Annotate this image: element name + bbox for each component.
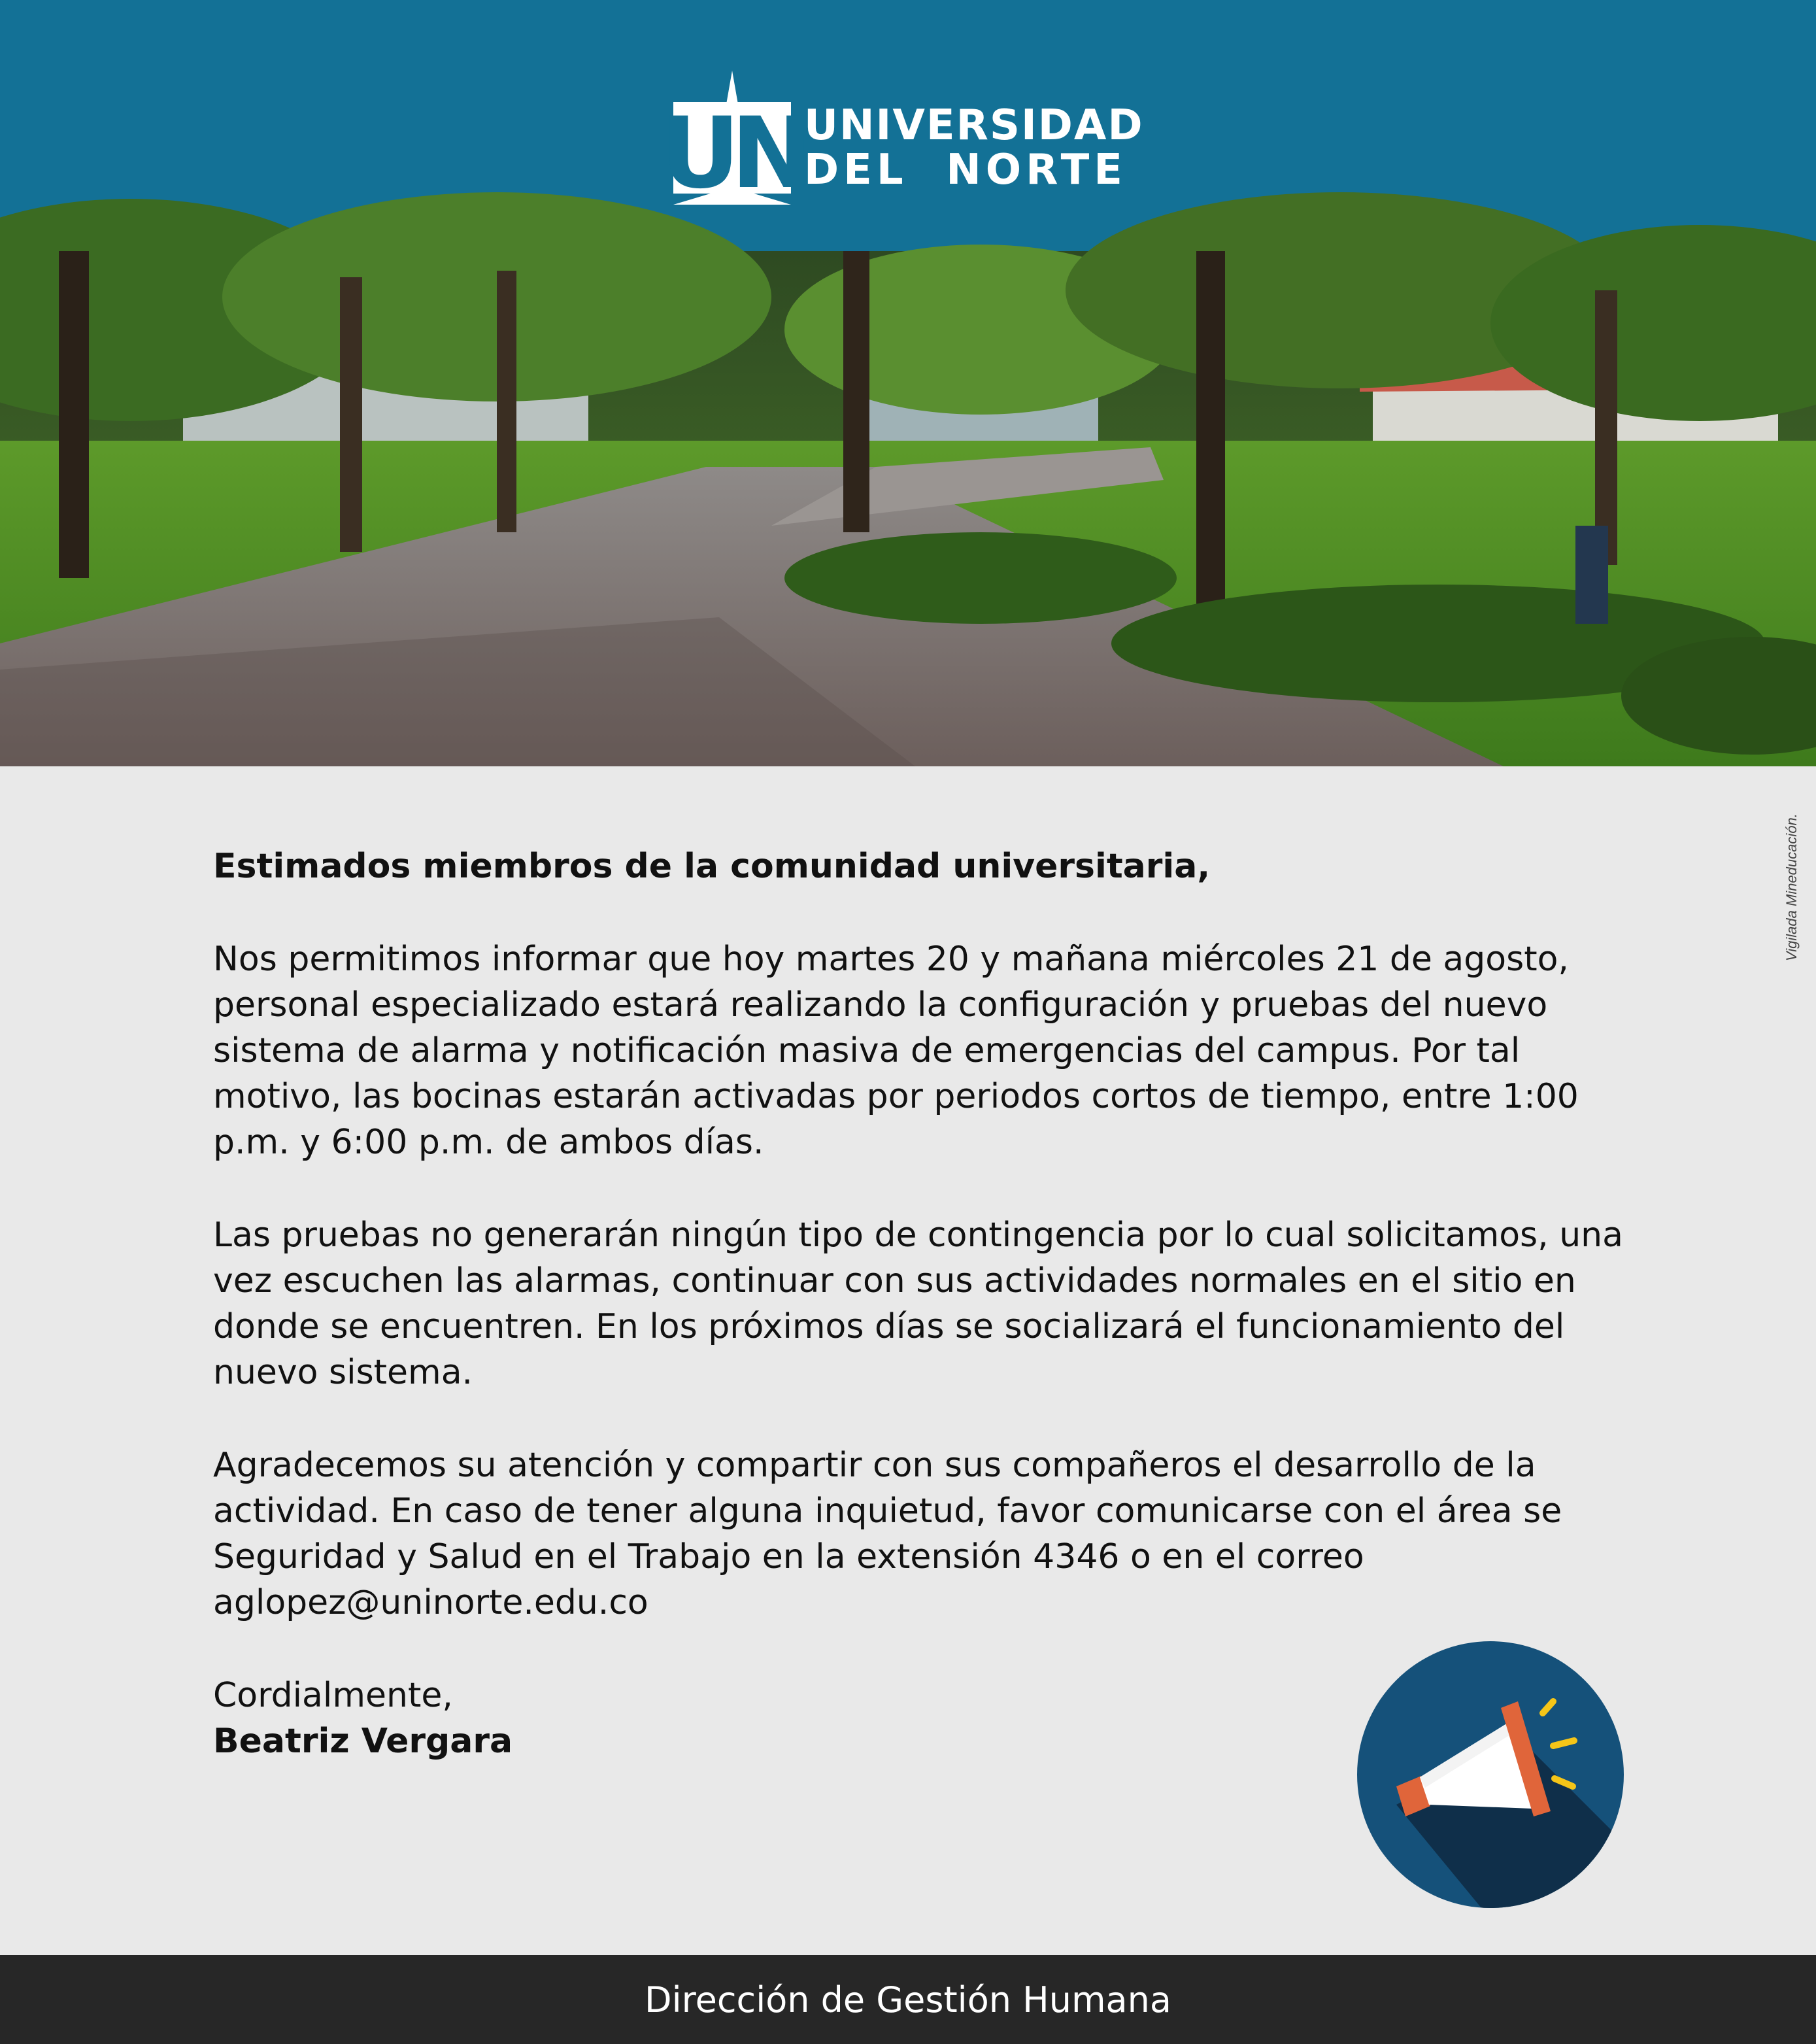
vigilada-note-text: Vigilada Mineducación. (1783, 813, 1800, 961)
megaphone-icon (1357, 1641, 1624, 1908)
letter-paragraph-1: Nos permitimos informar que hoy martes 20 y mañana miércoles 21 de agosto, personal especializado estará realizando la configuración y pruebas del nuevo sistema de alarma y notificación masiva de emergencias del campus. Por tal motivo, las bocinas estarán activadas por periodos cortos de tiempo, entre 1:00 p.m. y 6:00 p.m. de ambos días. (213, 940, 1579, 1162)
letter-closing: Cordialmente, (213, 1676, 453, 1715)
logo-wordmark-line1: UNIVERSIDAD (804, 101, 1144, 150)
campus-photo (0, 251, 1816, 766)
university-logo[interactable] (660, 71, 1144, 211)
letter-paragraph-3: Agradecemos su atención y compartir con sus compañeros el desarrollo de la actividad. En caso de tener alguna inquietud, favor comunicarse con el área se Seguridad y Salud en el Trabajo en la extensión 4346 o en el correo aglopez@uninorte.edu.co (213, 1446, 1562, 1622)
letter-signer: Beatriz Vergara (213, 1722, 513, 1761)
letter-greeting: Estimados miembros de la comunidad universitaria, (213, 847, 1211, 886)
letter-paragraph-2: Las pruebas no generarán ningún tipo de contingencia por lo cual solicitamos, una vez escuchen las alarmas, continuar con sus actividades normales en el sitio en donde se encuentren. En los próximos días se socializará el funcionamiento del nuevo sistema. (213, 1216, 1623, 1392)
logo-mark-text: UN (660, 97, 804, 211)
logo-wordmark-line2: DEL NORTE (804, 146, 1127, 194)
footer-bar (0, 1955, 1816, 2044)
header-banner (0, 0, 1816, 251)
un-logo-mark (660, 71, 804, 211)
footer-department: Dirección de Gestión Humana (645, 1979, 1171, 2020)
